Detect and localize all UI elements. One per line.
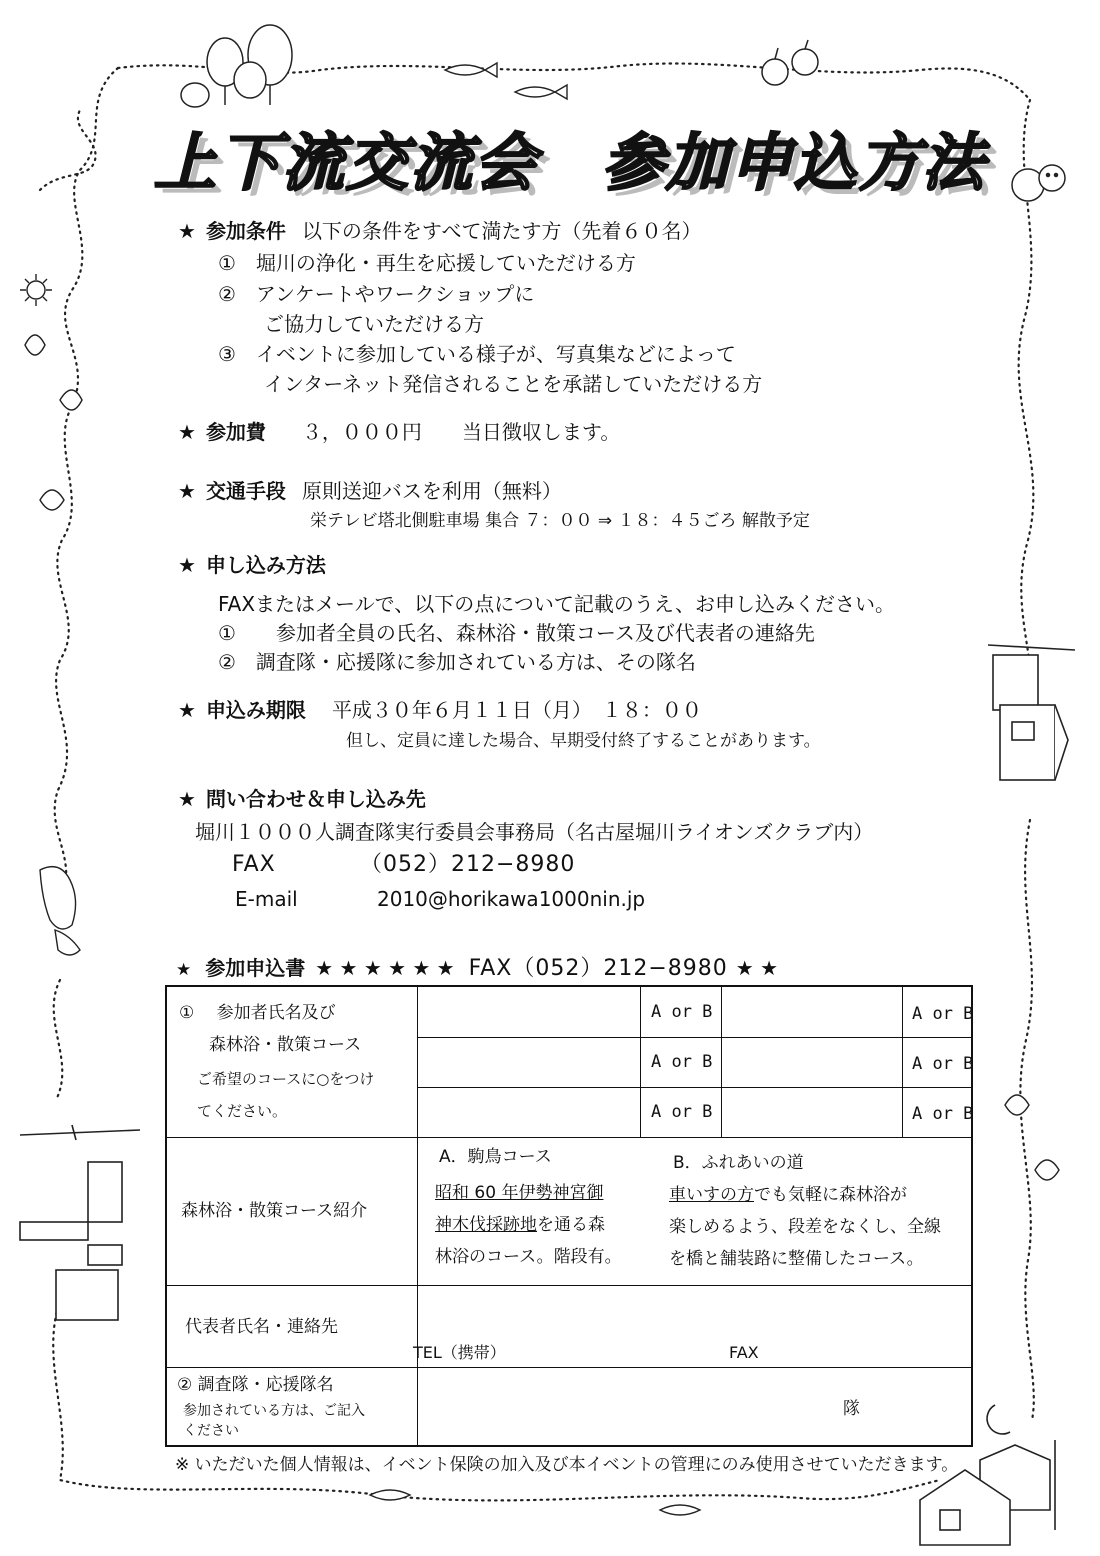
course-b-line-1-rest: でも気軽に森林浴が	[754, 1185, 907, 1205]
transport-text: 原則送迎バスを利用（無料）	[301, 479, 562, 503]
representative-label: 代表者氏名・連絡先	[185, 1317, 338, 1337]
fax-label: FAX	[729, 1343, 759, 1362]
form-divider	[167, 1367, 971, 1368]
condition-item-1: ① 堀川の浄化・再生を応援していただける方	[218, 251, 636, 275]
form-divider	[167, 1137, 971, 1138]
participant-name-field-5[interactable]	[723, 1038, 901, 1087]
star-icon: ★	[176, 960, 192, 980]
method-text: FAXまたはメールで、以下の点について記載のうえ、お申し込みください。	[218, 592, 896, 616]
contact-org: 堀川１０００人調査隊実行委員会事務局（名古屋堀川ライオンズクラブ内）	[195, 820, 874, 844]
conditions-heading-row	[178, 218, 702, 244]
contact-fax-label: FAX	[232, 852, 276, 877]
conditions-heading: 参加条件	[205, 219, 286, 243]
form-header-tail: ★ ★	[735, 956, 779, 980]
course-choice[interactable]: A or B	[651, 1002, 713, 1022]
contact-fax-value: （052）212−8980	[360, 852, 576, 877]
course-a-title: A．駒鳥コース	[439, 1147, 552, 1167]
method-item-1: ① 参加者全員の氏名、森林浴・散策コース及び代表者の連絡先	[218, 621, 815, 645]
course-b-line-1-underline: 車いすの方	[669, 1185, 754, 1205]
course-a-line-3: 林浴のコース。階段有。	[435, 1247, 622, 1267]
course-b-line-3: を橋と舗装路に整備したコース。	[669, 1249, 924, 1269]
star-icon: ★	[178, 420, 196, 444]
page-title	[140, 118, 1000, 218]
course-a-line-2-underline: 神木伐採跡地	[435, 1215, 537, 1235]
transport-detail: 栄テレビ塔北側駐車場 集合 ７：００ ⇒ １８：４５ごろ 解散予定	[310, 511, 810, 531]
form-title: 参加申込書	[205, 956, 306, 980]
team-name-field[interactable]	[419, 1369, 969, 1443]
transport-heading: 交通手段	[205, 479, 286, 503]
condition-item-2-cont: ご協力していただける方	[264, 312, 484, 336]
participant-label-2: 森林浴・散策コース	[209, 1035, 362, 1055]
participant-label-3: ご希望のコースに○をつけ	[197, 1070, 375, 1088]
course-intro-label: 森林浴・散策コース紹介	[181, 1201, 368, 1221]
transport-row	[178, 478, 562, 504]
star-icon: ★	[178, 787, 196, 811]
course-b-title: B．ふれあいの道	[673, 1153, 804, 1173]
title-text: 上下流交流会 参加申込方法	[153, 126, 986, 199]
tel-label: TEL（携帯）	[413, 1343, 506, 1362]
form-header	[176, 955, 778, 983]
participant-name-field-2[interactable]	[419, 1038, 639, 1087]
course-a-line-2	[435, 1213, 605, 1237]
team-suffix: 隊	[843, 1399, 860, 1419]
contact-heading-row	[178, 786, 426, 812]
course-a-line-2-rest: を通る森	[537, 1215, 605, 1235]
course-a-line-1: 昭和 60 年伊勢神宮御	[435, 1183, 604, 1203]
deadline-note: 但し、定員に達した場合、早期受付終了することがあります。	[346, 731, 821, 751]
star-icon: ★	[178, 219, 196, 243]
fee-heading: 参加費	[205, 420, 266, 444]
condition-item-3-cont: インターネット発信されることを承諾していただける方	[264, 372, 763, 396]
course-choice[interactable]: A or B	[912, 1054, 974, 1074]
method-item-2: ② 調査隊・応援隊に参加されている方は、その隊名	[218, 650, 696, 674]
method-heading: 申し込み方法	[205, 553, 326, 577]
deadline-heading: 申込み期限	[205, 698, 306, 722]
course-choice[interactable]: A or B	[651, 1052, 713, 1072]
team-label-2: 参加されている方は、ご記入	[183, 1403, 365, 1419]
footnote: ※ いただいた個人情報は、イベント保険の加入及び本イベントの管理にのみ使用させていただきます。	[175, 1455, 959, 1475]
star-icon: ★	[178, 698, 196, 722]
star-icon: ★	[178, 479, 196, 503]
form-divider	[902, 987, 903, 1137]
participant-name-field-4[interactable]	[723, 987, 901, 1037]
team-label-1: ② 調査隊・応援隊名	[177, 1375, 334, 1395]
form-divider	[167, 1285, 971, 1286]
course-b-line-1	[669, 1183, 907, 1207]
course-choice[interactable]: A or B	[912, 1004, 974, 1024]
fee-note: 当日徴収します。	[461, 420, 621, 444]
fee-amount: ３，０００円	[301, 420, 422, 444]
participant-name-field-6[interactable]	[723, 1088, 901, 1137]
star-icon: ★	[178, 553, 196, 577]
course-b-line-2: 楽しめるよう、段差をなくし、全線	[669, 1217, 941, 1237]
form-divider	[721, 987, 722, 1137]
participant-label-4: てください。	[197, 1102, 288, 1120]
participant-name-field-3[interactable]	[419, 1088, 639, 1137]
method-heading-row	[178, 552, 326, 578]
participant-label-1: ① 参加者氏名及び	[179, 1003, 336, 1023]
fee-row	[178, 419, 620, 445]
contact-heading: 問い合わせ＆申し込み先	[205, 787, 426, 811]
deadline-row	[178, 697, 702, 723]
application-form	[165, 985, 973, 1447]
condition-item-3: ③ イベントに参加している様子が、写真集などによって	[218, 342, 736, 366]
course-choice[interactable]: A or B	[912, 1104, 974, 1124]
form-divider	[417, 987, 418, 1445]
condition-item-2: ② アンケートやワークショップに	[218, 282, 535, 306]
contact-email-label: E-mail	[235, 887, 298, 911]
form-header-stars: ★ ★ ★ ★ ★ ★	[315, 956, 455, 980]
conditions-text: 以下の条件をすべて満たす方（先着６０名）	[301, 219, 702, 243]
participant-name-field-1[interactable]	[419, 987, 639, 1037]
team-label-3: ください	[183, 1423, 239, 1439]
course-choice[interactable]: A or B	[651, 1102, 713, 1122]
deadline-date: 平成３０年６月１１日（月） １８：００	[331, 698, 702, 722]
form-divider	[640, 987, 641, 1137]
form-header-fax: FAX（052）212−8980	[468, 956, 728, 981]
contact-email-value[interactable]: 2010@horikawa1000nin.jp	[377, 887, 646, 911]
